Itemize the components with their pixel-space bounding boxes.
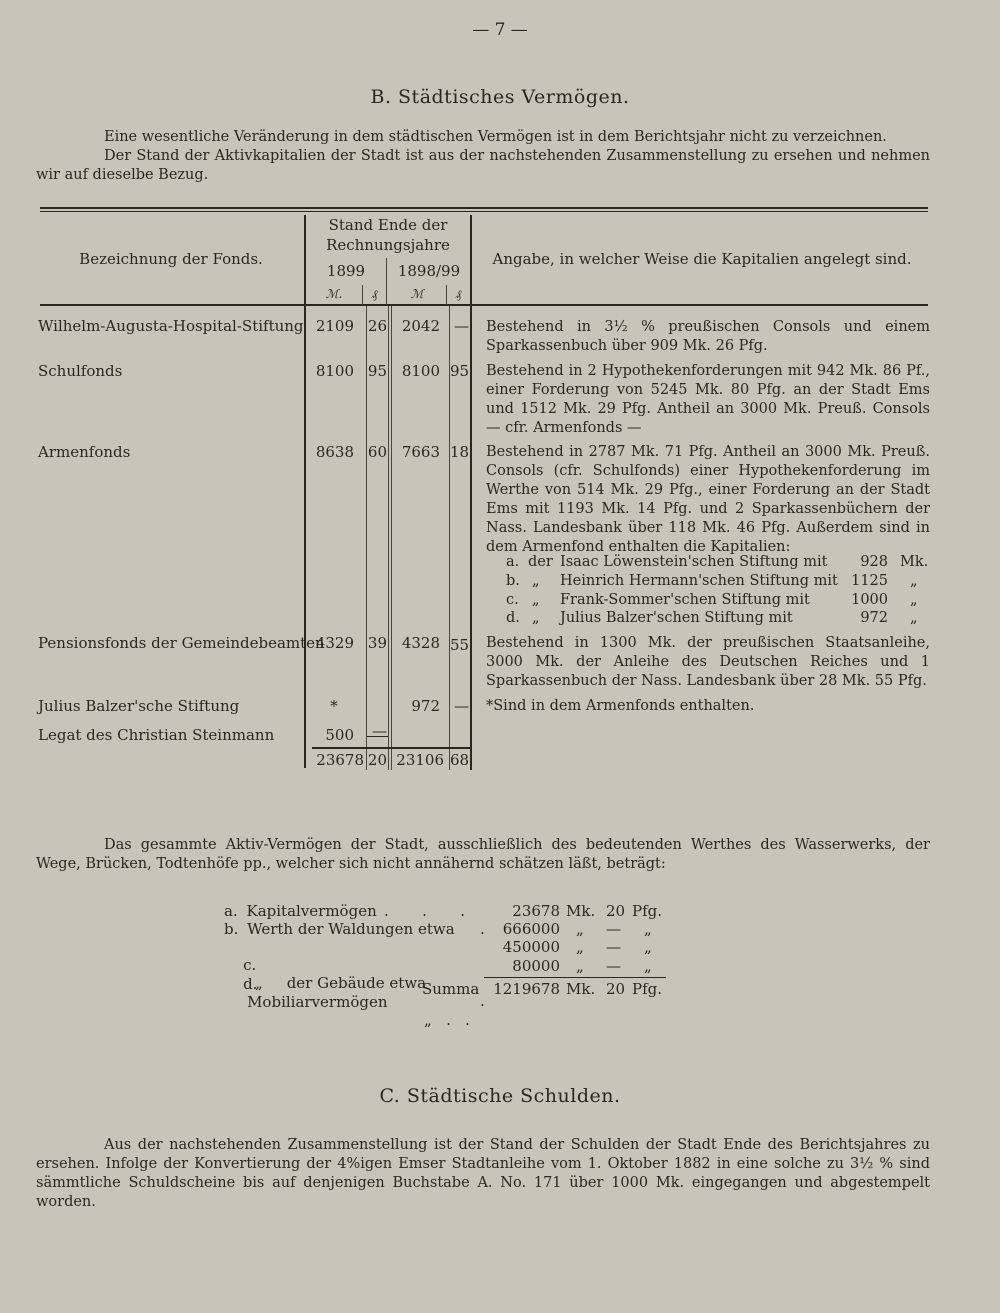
header-fund-name: Bezeichnung der Fonds. [79, 250, 263, 268]
investment-description: *Sind in dem Armenfonds enthalten. [486, 698, 755, 714]
sub-prefix: „ [532, 592, 540, 608]
section-c-title: C. Städtische Schulden. [379, 1085, 621, 1107]
pfennig-1899: 26 [367, 317, 387, 335]
fund-name: Wilhelm-Augusta-Hospital-Stiftung [38, 317, 304, 335]
item-letter: c. [243, 956, 257, 974]
item-letter: b. [224, 920, 239, 938]
item-mk: Mk. [566, 902, 596, 920]
mark-1899: 4329 [315, 634, 354, 652]
item-amount: 23678 [512, 902, 560, 920]
fund-name: Pensionsfonds der Gemeindebeamten [38, 634, 325, 652]
pfennig-1899: 39 [367, 634, 387, 652]
item-pfg: „ [644, 957, 652, 975]
header-year-1899: 1899 [326, 262, 366, 280]
item-pf: — [606, 920, 621, 938]
total-amount: 1219678 [493, 980, 560, 998]
item-label: Mobiliarvermögen [247, 993, 388, 1011]
col-divider-thin [388, 306, 389, 770]
header-mark-1899: ℳ. [325, 287, 343, 301]
item-letter: d. [243, 975, 258, 993]
table-top-rule-thin [40, 211, 928, 212]
total-pfennig-1899: 20 [367, 751, 387, 769]
sub-prefix: der [528, 554, 553, 570]
item-label: Werth der Waldungen etwa [247, 920, 455, 938]
total-pfennig-1898: 68 [450, 751, 470, 769]
item-dots: . . . [384, 902, 466, 920]
sub-name: Frank-Sommer'schen Stiftung mit [560, 592, 810, 608]
summary-item [224, 920, 485, 938]
item-mk: „ [576, 920, 584, 938]
investment-description: Bestehend in 2 Hypothekenforderungen mit 942 Mk. 86 Pf., einer Forderung von 5245 Mk. 80 Pfg. an der Stadt Ems und 1512 Mk. 29 Pfg. Antheil an 3000 Mk. Preuß. Consols — cfr. Armenfonds — [486, 363, 930, 436]
item-pfg: „ [644, 938, 652, 956]
pfennig-1898: 18 [450, 443, 470, 461]
mark-1898: 7663 [401, 443, 440, 461]
sub-amount: 1125 [851, 573, 888, 589]
mark-1898: 8100 [401, 362, 440, 380]
sub-prefix: „ [532, 610, 540, 626]
pfennig-1898: 55 [450, 636, 470, 654]
intro-text-1: Eine wesentliche Veränderung in dem städtischen Vermögen ist in dem Berichtsjahr nicht zu verzeichnen. [104, 129, 887, 145]
sub-letter: c. [506, 592, 519, 608]
pfennig-1898: — [454, 317, 469, 335]
sub-letter: b. [506, 573, 520, 589]
header-status-line1: Stand Ende der [328, 216, 448, 234]
mark-1899: 2109 [315, 317, 354, 335]
pfennig-1898: — [454, 697, 469, 715]
intro-text-2: Der Stand der Aktivkapitalien der Stadt ist aus der nachstehenden Zusammenstellung zu ersehen und nehmen wir auf dieselbe Bezug. [36, 148, 930, 183]
intro-paragraph-2 [36, 147, 930, 185]
mark-1898: 4328 [401, 634, 440, 652]
total-mk: Mk. [566, 980, 596, 998]
item-letter: a. [224, 902, 238, 920]
sub-unit: „ [910, 610, 918, 626]
section-c-text [36, 1136, 930, 1212]
sub-unit: Mk. [900, 554, 929, 570]
investment-description: Bestehend in 2787 Mk. 71 Pfg. Antheil an 3000 Mk. Preuß. Consols (cfr. Schulfonds) einer Hypothekenforderung im Werthe von 514 Mk. 29 Pfg., einer Forderung an der Stadt Ems mit 1193 Mk. 14 Pfg. und 2 Sparkassenbüchern der Nass. Landesbank über 118 Mk. 46 Pfg. Außerdem sind in dem Armenfond enthalten die Kapitalien: [486, 444, 930, 555]
header-year-1898-99: 1898/99 [397, 262, 461, 280]
header-mark-1898: ℳ [410, 287, 424, 301]
sub-name: Heinrich Hermann'schen Stiftung mit [560, 573, 838, 589]
total-pf: 20 [606, 980, 626, 998]
total-mark-1898: 23106 [396, 751, 444, 769]
fund-name: Schulfonds [38, 362, 123, 380]
col-divider [470, 215, 472, 770]
sub-prefix: „ [532, 573, 540, 589]
sub-unit: „ [910, 573, 918, 589]
table-top-rule [40, 207, 928, 209]
sub-unit: „ [910, 592, 918, 608]
mark-1898: 972 [411, 697, 440, 715]
summary-item [224, 902, 466, 920]
item-pfg: „ [644, 920, 652, 938]
fund-name: Legat des Christian Steinmann [38, 726, 275, 744]
investment-description: Bestehend in 3½ % preußischen Consols und einem Sparkassenbuch über 909 Mk. 26 Pfg. [486, 319, 930, 354]
intro-paragraph-1 [36, 128, 930, 147]
header-pfennig-1898: ₰ [455, 287, 462, 301]
total-pfg: Pfg. [632, 980, 663, 998]
section-c-paragraph: Aus der nachstehenden Zusammenstellung ist der Stand der Schulden der Stadt Ende des Berichtsjahres zu ersehen. Infolge der Konvertierung der 4%igen Emser Stadtanleihe vom 1. Oktober 1882 in eine solche zu 3½ % sind sämmtliche Schuldscheine bis auf denjenigen Buchstabe A. No. 171 über 1000 Mk. eingegangen und abgestempelt worden. [36, 1137, 930, 1210]
mark-1899: 8100 [315, 362, 354, 380]
item-label: „ der Gebäude etwa [255, 974, 427, 992]
item-amount: 450000 [502, 938, 560, 956]
header-investment: Angabe, in welcher Weise die Kapitalien angelegt sind. [492, 250, 912, 268]
total-mark-1899: 23678 [316, 751, 364, 769]
sub-letter: a. [506, 554, 520, 570]
item-dots: . [480, 992, 485, 1010]
item-dots: „ . . [424, 1011, 470, 1029]
item-pf: — [606, 938, 621, 956]
pfennig-1899: — [372, 722, 387, 740]
item-amount: 80000 [512, 957, 560, 975]
table-header-rule [40, 304, 928, 306]
pfennig-1899: 95 [367, 362, 387, 380]
total-rule [312, 747, 472, 749]
total-label: Summa [422, 980, 480, 998]
sub-name: Julius Balzer'schen Stiftung mit [560, 610, 793, 626]
item-label: Kapitalvermögen [246, 902, 377, 920]
item-dots: . [480, 920, 485, 938]
fund-name: Julius Balzer'sche Stiftung [38, 697, 240, 715]
item-pf: 20 [606, 902, 626, 920]
item-mk: „ [576, 957, 584, 975]
header-pfennig-1899: ₰ [371, 287, 378, 301]
item-mk: „ [576, 938, 584, 956]
item-pfg: Pfg. [632, 902, 663, 920]
mark-1899: 8638 [315, 443, 354, 461]
pfennig-1899: 60 [367, 443, 387, 461]
col-divider-thin [386, 258, 387, 305]
sub-amount: 972 [860, 610, 888, 626]
mark-1899: 500 [325, 726, 354, 744]
page-number: — 7 — [472, 20, 528, 40]
mark-1898: 2042 [401, 317, 440, 335]
summary-intro [36, 836, 930, 874]
investment-description: Bestehend in 1300 Mk. der preußischen Staatsanleihe, 3000 Mk. der Anleihe des Deutschen Reiches und 1 Sparkassenbuch der Nass. Landesbank über 28 Mk. 55 Pfg. [486, 635, 930, 689]
sub-amount: 928 [860, 554, 888, 570]
mark-1899: * [330, 697, 338, 715]
section-b-intro [36, 128, 930, 185]
header-status-line2: Rechnungsjahre [326, 236, 450, 254]
pfennig-1898: 95 [450, 362, 470, 380]
sub-letter: d. [506, 610, 520, 626]
section-b-title: B. Städtisches Vermögen. [370, 86, 630, 108]
fund-name: Armenfonds [38, 443, 131, 461]
summary-total-rule [484, 977, 666, 978]
sub-amount: 1000 [851, 592, 888, 608]
item-pf: — [606, 957, 621, 975]
item-amount: 666000 [502, 920, 560, 938]
sub-name: Isaac Löwenstein'schen Stiftung mit [560, 554, 828, 570]
summary-intro-text: Das gesammte Aktiv-Vermögen der Stadt, ausschließlich des bedeutenden Werthes des Wasserwerks, der Wege, Brücken, Todtenhöfe pp., welcher sich nicht annähernd schätzen läßt, beträgt: [36, 837, 930, 872]
